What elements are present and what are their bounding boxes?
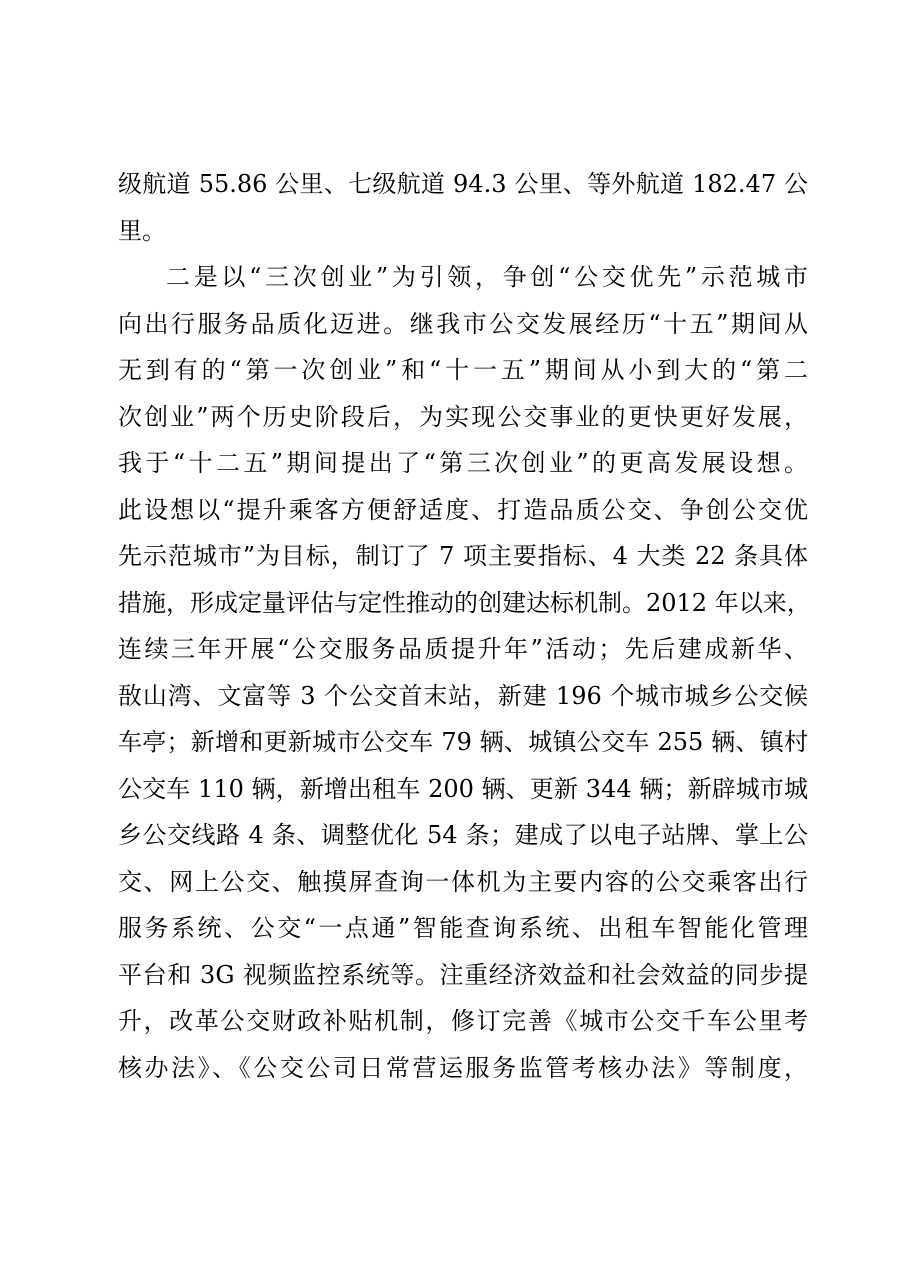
- document-body: [118, 161, 811, 1091]
- body-line: 措施，形成定量评估与定性推动的创建达标机制。2012 年以来，: [118, 588, 811, 617]
- body-line: 服务系统、公交“一点通”智能查询系统、出租车智能化管理: [118, 914, 808, 942]
- body-line: 向出行服务品质化迈进。继我市公交发展经历“十五”期间从: [118, 309, 808, 338]
- body-line: 交、网上公交、触摸屏查询一体机为主要内容的公交乘客出行: [118, 867, 808, 896]
- body-line: 我于“十二五”期间提出了“第三次创业”的更高发展设想。: [118, 449, 808, 477]
- body-line: 无到有的“第一次创业”和“十一五”期间从小到大的“第二: [118, 356, 808, 384]
- body-line: 先示范城市”为目标，制订了 7 项主要指标、4 大类 22 条具体: [118, 542, 808, 570]
- body-line: 车亭；新增和更新城市公交车 79 辆、城镇公交车 255 辆、镇村: [118, 728, 808, 756]
- paragraph-first-line: 二是以“三次创业”为引领，争创“公交优先”示范城市: [166, 263, 808, 291]
- body-line: 敔山湾、文富等 3 个公交首末站，新建 196 个城市城乡公交候: [118, 681, 808, 710]
- body-line: 平台和 3G 视频监控系统等。注重经济效益和社会效益的同步提: [118, 960, 808, 989]
- body-line: 级航道 55.86 公里、七级航道 94.3 公里、等外航道 182.47 公: [118, 170, 808, 198]
- body-line: 里。: [118, 216, 166, 245]
- body-line: 升，改革公交财政补贴机制，修订完善《城市公交千车公里考: [118, 1007, 808, 1035]
- body-line: 连续三年开展“公交服务品质提升年”活动；先后建成新华、: [118, 635, 808, 663]
- body-line: 公交车 110 辆，新增出租车 200 辆、更新 344 辆；新辟城市城: [118, 774, 808, 803]
- body-line: 此设想以“提升乘客方便舒适度、打造品质公交、争创公交优: [118, 495, 808, 524]
- body-line: 次创业”两个历史阶段后，为实现公交事业的更快更好发展，: [118, 402, 808, 431]
- body-line: 核办法》、《公交公司日常营运服务监管考核办法》等制度，: [118, 1053, 808, 1082]
- body-line: 乡公交线路 4 条、调整优化 54 条；建成了以电子站牌、掌上公: [118, 821, 808, 849]
